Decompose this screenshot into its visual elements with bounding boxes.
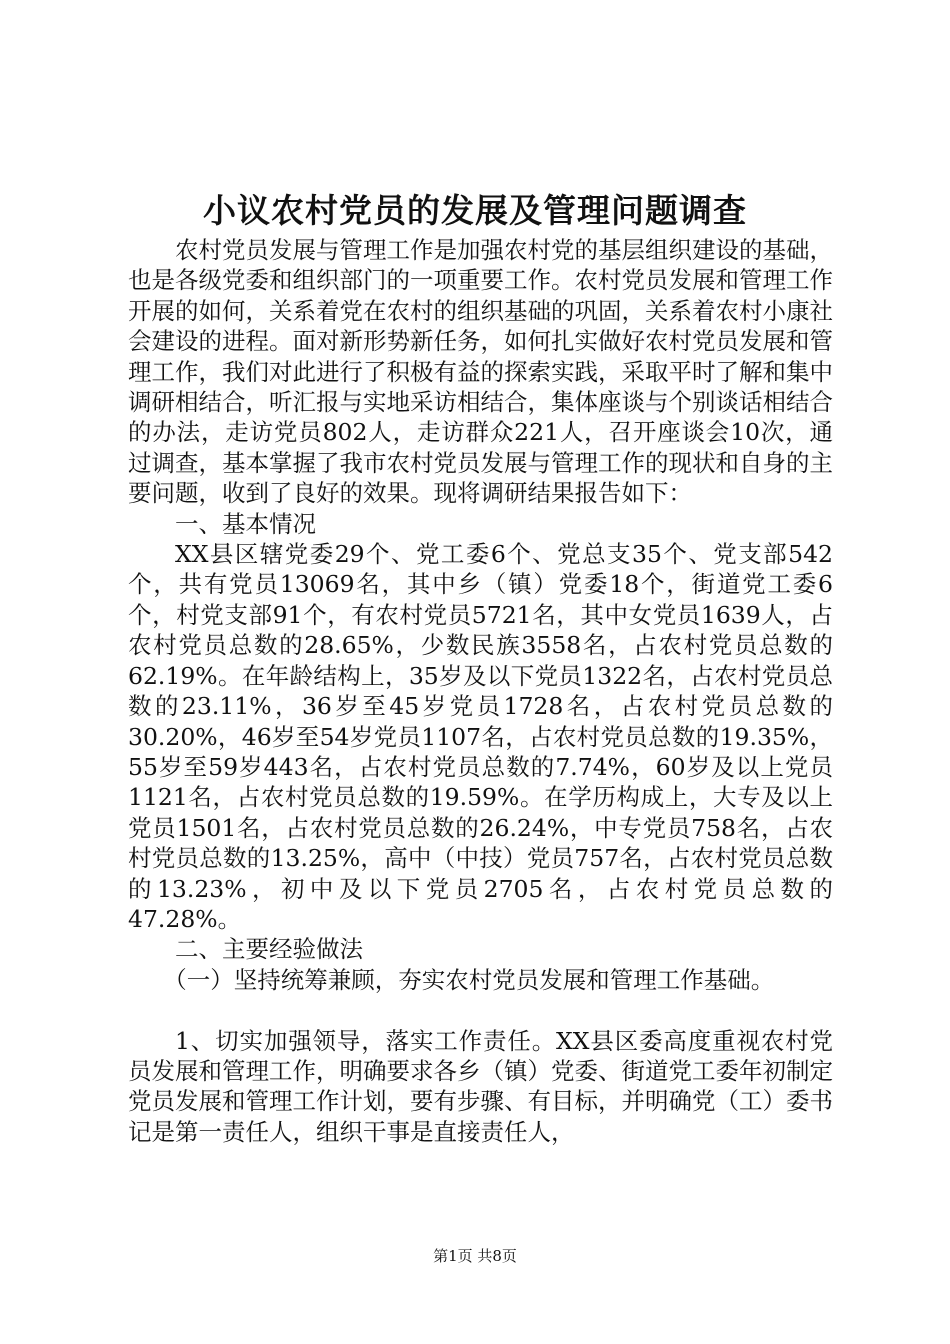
- page-footer: 第1页 共8页: [433, 1247, 517, 1265]
- section-heading-main-experience: 二、主要经验做法: [175, 935, 363, 964]
- document-title: 小议农村党员的发展及管理问题调查: [203, 191, 747, 230]
- basic-situation-paragraph: XX县区辖党委29个、党工委6个、党总支35个、党支部542个，共有党员13069名，其中乡（镇）党委18个，街道党工委6个，村党支部91个，有农村党员5721名，其中女党员1639人，占农村党员总数的28.65%，少数民族3558名，占农村党员总数的62.19%。在年龄结构上，35岁及以下党员1322名，占农村党员总数的23.11%，36岁至45岁党员1728名，占农村党员总数的30.20%，46岁至54岁党员1107名，占农村党员总数的19.35%，55岁至59岁443名，占农村党员总数的7.74%，60岁及以上党员1121名，占农村党员总数的19.59%。在学历构成上，大专及以上党员1501名，占农村党员总数的26.24%，中专党员758名，占农村党员总数的13.25%，高中（中技）党员757名，占农村党员总数的13.23%，初中及以下党员2705名，占农村党员总数的47.28%。: [128, 540, 833, 933]
- section-heading-basic-situation: 一、基本情况: [175, 509, 316, 538]
- leadership-paragraph: 1、切实加强领导，落实工作责任。XX县区委高度重视农村党员发展和管理工作，明确要求各乡（镇）党委、街道党工委年初制定党员发展和管理工作计划，要有步骤、有目标，并明确党（工）委书记是第一责任人，组织干事是直接责任人，: [128, 1026, 833, 1146]
- intro-paragraph: 农村党员发展与管理工作是加强农村党的基层组织建设的基础，也是各级党委和组织部门的一项重要工作。农村党员发展和管理工作开展的如何，关系着党在农村的组织基础的巩固，关系着农村小康社会建设的进程。面对新形势新任务，如何扎实做好农村党员发展和管理工作，我们对此进行了积极有益的探索实践，采取平时了解和集中调研相结合，听汇报与实地采访相结合，集体座谈与个别谈话相结合的办法，走访党员802人，走访群众221人，召开座谈会10次，通过调查，基本掌握了我市农村党员发展与管理工作的现状和自身的主要问题，收到了良好的效果。现将调研结果报告如下：: [128, 236, 833, 508]
- paragraph-spacer: [128, 995, 833, 1025]
- subsection-heading-1: （一）坚持统筹兼顾，夯实农村党员发展和管理工作基础。: [163, 965, 775, 994]
- document-body: [128, 235, 833, 1147]
